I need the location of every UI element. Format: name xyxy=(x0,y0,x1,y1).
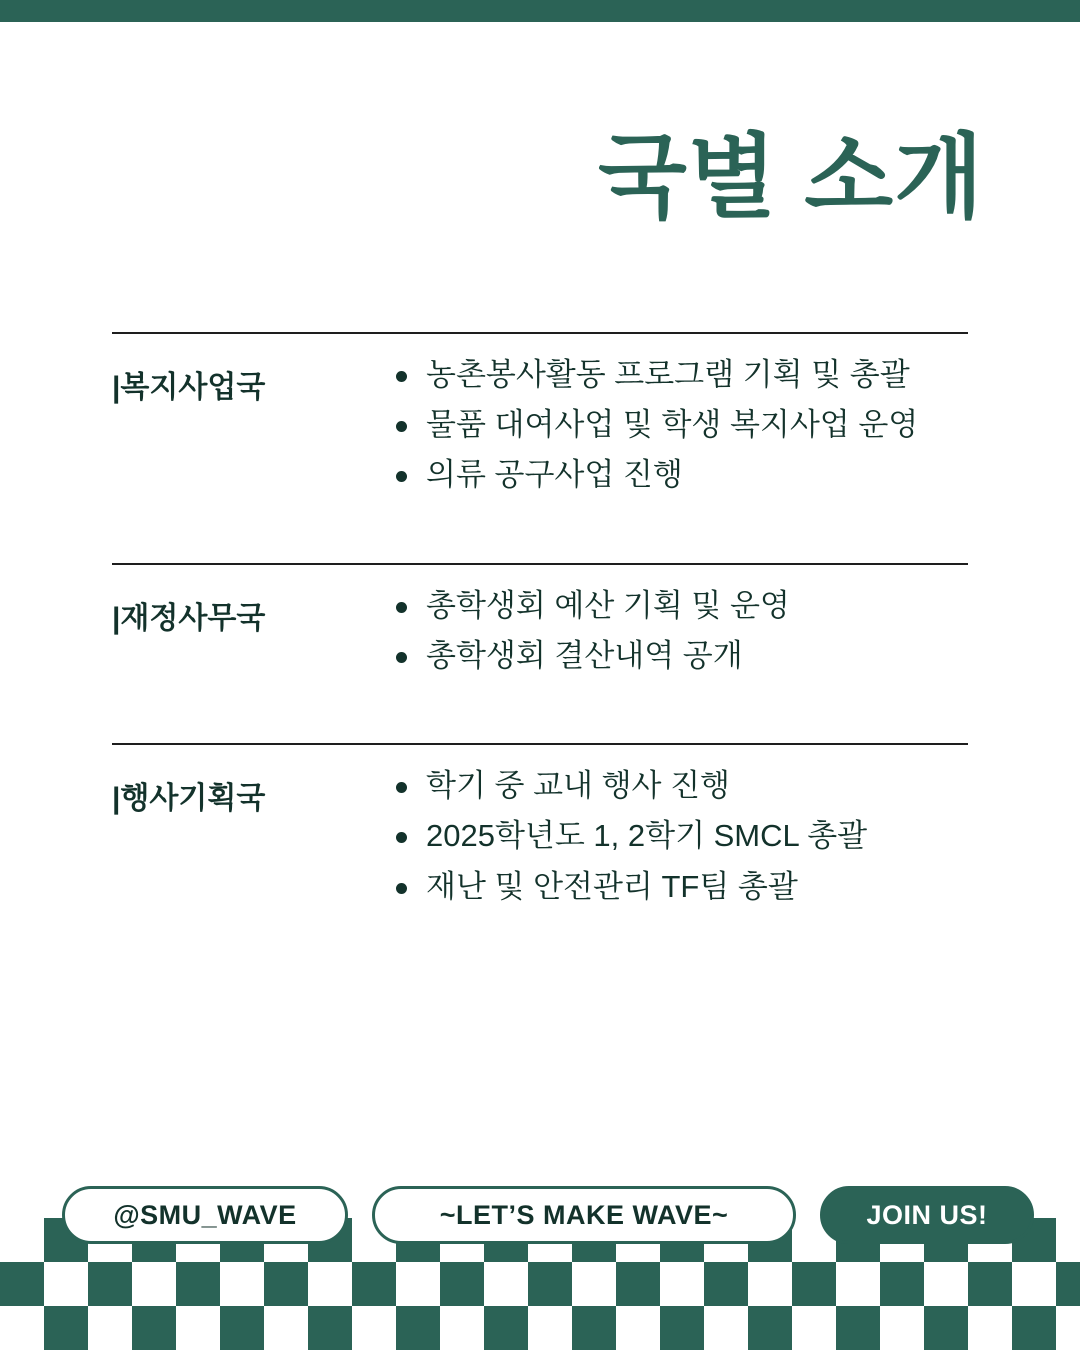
join-us-button[interactable]: JOIN US! xyxy=(820,1186,1034,1244)
list-item: 총학생회 결산내역 공개 xyxy=(392,631,968,681)
section-label-events: |행사기획국 xyxy=(112,782,266,816)
list-item: 재난 및 안전관리 TF팀 총괄 xyxy=(392,862,968,912)
section-bullets-events xyxy=(392,761,968,912)
section-events xyxy=(112,743,968,912)
list-item: 2025학년도 1, 2학기 SMCL 총괄 xyxy=(392,811,968,861)
list-item: 총학생회 예산 기획 및 운영 xyxy=(392,581,968,631)
section-welfare xyxy=(112,332,968,501)
page-title xyxy=(597,127,984,229)
section-bullets-welfare xyxy=(392,350,968,501)
list-item: 농촌봉사활동 프로그램 기획 및 총괄 xyxy=(392,350,968,400)
section-finance xyxy=(112,563,968,681)
section-label-welfare: |복지사업국 xyxy=(112,371,266,404)
section-divider xyxy=(112,563,968,565)
list-item: 의류 공구사업 진행 xyxy=(392,450,968,500)
page-title-text: 국별 소개 xyxy=(597,127,984,229)
footer-pill-group xyxy=(62,1186,1034,1244)
top-accent-bar xyxy=(0,0,1080,22)
instagram-handle-pill[interactable]: @SMU_WAVE xyxy=(62,1186,348,1244)
section-divider xyxy=(112,332,968,334)
section-bullets-finance xyxy=(392,581,968,681)
list-item: 물품 대여사업 및 학생 복지사업 운영 xyxy=(392,400,968,450)
slogan-pill: ~LET’S MAKE WAVE~ xyxy=(372,1186,796,1244)
list-item: 학기 중 교내 행사 진행 xyxy=(392,761,968,811)
section-label-finance: |재정사무국 xyxy=(112,601,266,635)
section-list xyxy=(112,332,968,912)
section-divider xyxy=(112,743,968,745)
